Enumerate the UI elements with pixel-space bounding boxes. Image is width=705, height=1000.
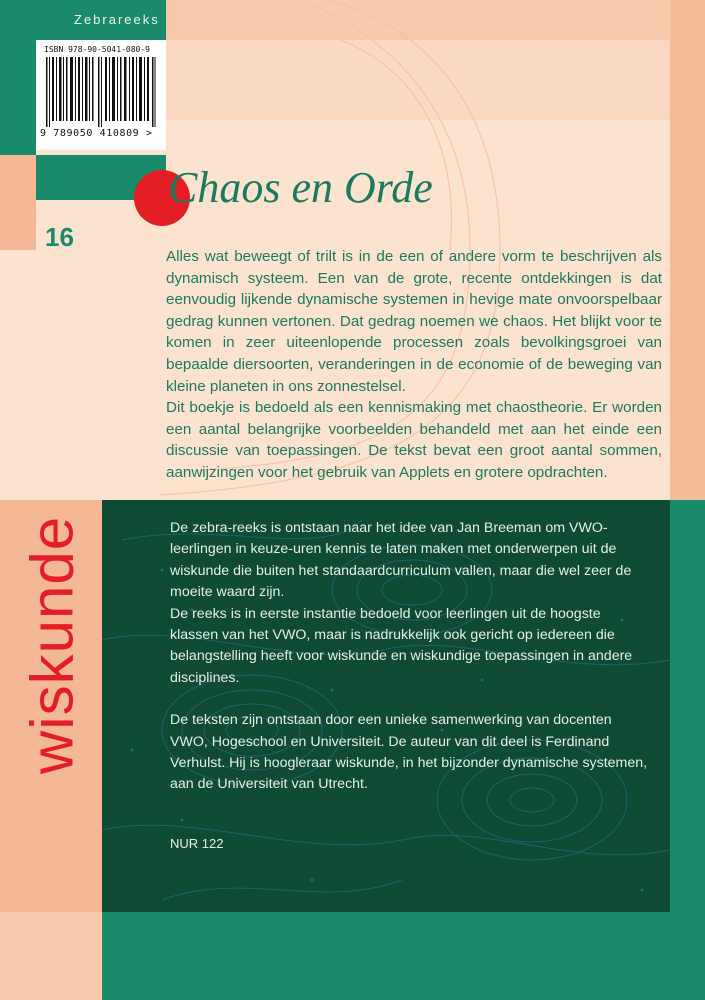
series-paragraph: De teksten zijn ontstaan door een unieke samenwerking van docenten VWO, Hogeschool en Universiteit. De auteur van dit deel is Ferdinand Verhulst. Hij is hoogleraar wiskunde, in het bijzonder dynamische systemen, aan de Universiteit van Utrecht. xyxy=(170,712,648,793)
book-description xyxy=(166,246,662,484)
series-paragraph: De reeks is in eerste instantie bedoeld voor leerlingen uit de hoogste klassen van het VWO, maar is nadrukkelijk ook gericht op iedereen die belangstelling heeft voor wiskunde en wiskundige toepassingen in andere disciplines. xyxy=(170,605,633,686)
isbn-text: ISBN 978-90-5041-080-9 xyxy=(44,45,150,54)
barcode-bars xyxy=(46,57,156,127)
book-title: Chaos en Orde xyxy=(168,163,433,212)
barcode-digits: 9 789050 410809 > xyxy=(40,128,153,139)
nur-code: NUR 122 xyxy=(170,836,224,851)
decor-block xyxy=(670,0,705,500)
description-paragraph: Dit boekje is bedoeld als een kennismaking met chaostheorie. Er worden een aantal belangrijke voorbeelden behandeld met aan het einde een discussie van toepassingen. De tekst bevat een groot aantal sommen, aanwijzingen voor het gebruik van Applets en grotere opdrachten. xyxy=(166,399,662,481)
decor-block xyxy=(0,912,705,1000)
decor-block xyxy=(0,912,102,1000)
volume-number: 16 xyxy=(45,222,74,252)
decor-block xyxy=(166,0,670,40)
description-paragraph: Alles wat beweegt of trilt is in de een of andere vorm te beschrijven als dynamisch systeem. Een van de grote, recente ontdekkingen is dat eenvoudig lijkende dynamische systemen in hevige mate onvoorspelbaar gedrag kunnen vertonen. Dat gedrag noemen we chaos. Het blijkt voor te komen in zeer uiteenlopende processen zoals bevolkingsgroei van bepaalde diersoorten, veranderingen in de economie of de beweging van kleine planeten in ons zonnestelsel. xyxy=(166,248,662,395)
decor-block xyxy=(0,0,36,155)
subject-label: wiskunde xyxy=(18,515,86,775)
decor-block xyxy=(166,40,670,120)
series-label: Zebrareeks xyxy=(74,12,160,27)
barcode xyxy=(36,40,166,150)
series-description xyxy=(170,518,650,796)
series-paragraph: De zebra-reeks is ontstaan naar het idee van Jan Breeman om VWO-leerlingen in keuze-uren kennis te laten maken met onderwerpen uit de wiskunde die buiten het standaardcurriculum vallen, maar die wel zeer de moeite waard zijn. xyxy=(170,520,632,601)
decor-block xyxy=(0,155,36,250)
